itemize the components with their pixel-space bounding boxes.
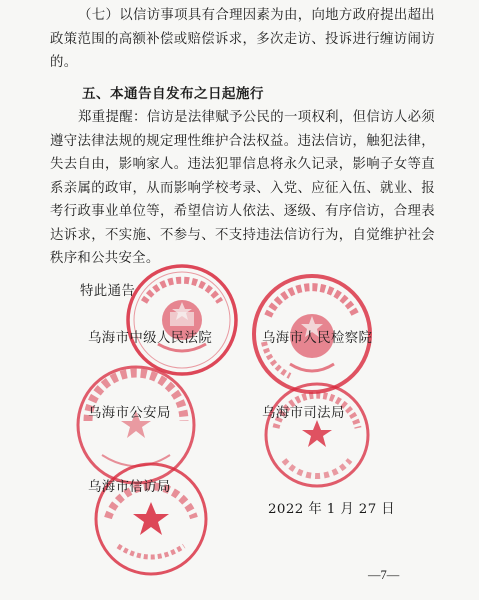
court-seal xyxy=(124,262,240,378)
signatory-procuratorate: 乌海市人民检察院 xyxy=(262,331,373,346)
page-number: —7— xyxy=(368,568,400,582)
clause-7-paragraph: （七）以信访事项具有合理因素为由，向地方政府提出超出政策范围的高额补偿或赔偿诉求，多次走访、投诉进行缠访闹访的。 xyxy=(50,8,435,70)
closing-text: 特此通告 xyxy=(80,284,136,299)
signatory-petition-bureau: 乌海市信访局 xyxy=(88,480,171,495)
reminder-paragraph: 郑重提醒：信访是法律赋予公民的一项权利，但信访人必须遵守法律法规的规定理性维护合法权益。违法信访，触犯法律，失去自由，影响家人。违法犯罪信息将永久记录，影响子女等直系亲属的政审，从而影响学校考录、入党、应征入伍、就业、报考行政事业单位等，希望信访人依法、逐级、有序信访，合理表达诉求，不实施、不参与、不支持违法信访行为，自觉维护社会秩序和公共安全。 xyxy=(50,110,435,266)
justice-seal xyxy=(262,380,372,490)
signatory-police: 乌海市公安局 xyxy=(88,406,171,421)
signatory-court: 乌海市中级人民法院 xyxy=(88,331,213,346)
issue-date: 2022 年 1 月 27 日 xyxy=(268,502,396,517)
signatory-justice: 乌海市司法局 xyxy=(262,406,345,421)
section-5-heading: 五、本通告自发布之日起施行 xyxy=(82,86,264,102)
